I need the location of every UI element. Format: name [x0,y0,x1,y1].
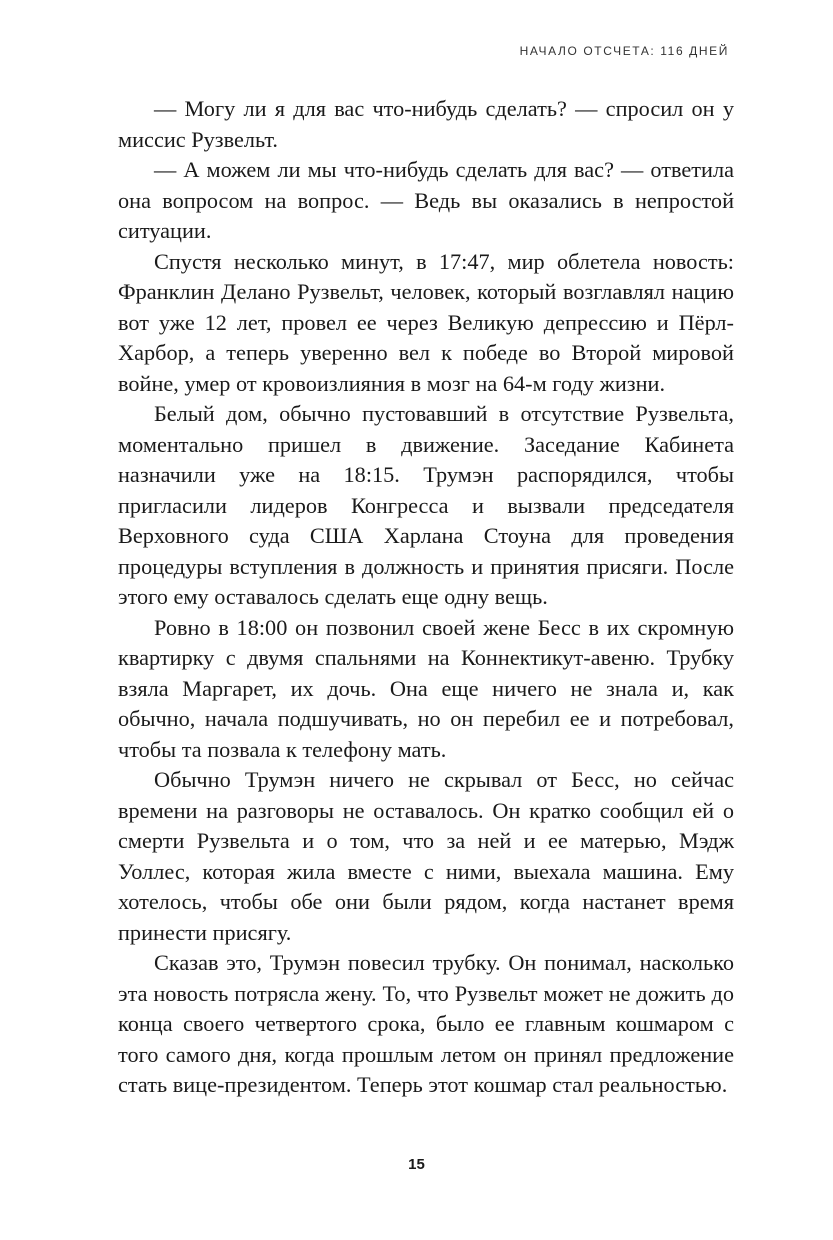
paragraph: Обычно Трумэн ничего не скрывал от Бесс, но сейчас времени на разговоры не оставалось. Он кратко сообщил ей о смерти Рузвельта и о том, что за ней и ее матерью, Мэдж Уоллес, которая жила вместе с ними, выехала машина. Ему хотелось, чтобы обе они были рядом, когда настанет время принести присягу. [118,767,734,945]
paragraph: Ровно в 18:00 он позвонил своей жене Бесс в их скромную квартирку с двумя спальнями на Коннектикут-авеню. Трубку взяла Маргарет, их дочь. Она еще ничего не знала и, как обычно, начала подшучивать, но он перебил ее и потребовал, чтобы та позвала к телефону мать. [118,614,734,762]
page-number: 15 [408,1156,425,1173]
paragraph: Спустя несколько минут, в 17:47, мир облетела новость: Франклин Делано Рузвельт, человек, который возглавлял нацию вот уже 12 лет, провел ее через Великую депрессию и Пёрл-Харбор, а теперь уверенно вел к победе во Второй мировой войне, умер от кровоизлияния в мозг на 64-м году жизни. [118,248,734,396]
running-head: НАЧАЛО ОТСЧЕТА: 116 ДНЕЙ [519,44,729,58]
paragraph: — Могу ли я для вас что-нибудь сделать? — спросил он у миссис Рузвельт. [118,96,734,152]
paragraph: Сказав это, Трумэн повесил трубку. Он понимал, насколько эта новость потрясла жену. То, что Рузвельт может не дожить до конца своего четвертого срока, было ее главным кошмаром с того самого дня, когда прошлым летом он принял предложение стать вице-президентом. Теперь этот кошмар стал реальностью. [118,950,734,1097]
paragraph: Белый дом, обычно пустовавший в отсутствие Рузвельта, моментально пришел в движение. Заседание Кабинета назначили уже на 18:15. Трумэн распорядился, чтобы пригласили лидеров Конгресса и вызвали председателя Верховного суда США Харлана Стоуна для проведения процедуры вступления в должность и принятия присяги. После этого ему оставалось сделать еще одну вещь. [118,401,734,609]
paragraph: — А можем ли мы что-нибудь сделать для вас? — ответила она вопросом на вопрос. — Ведь вы оказались в непростой ситуации. [118,157,734,243]
text-body [118,94,734,1101]
